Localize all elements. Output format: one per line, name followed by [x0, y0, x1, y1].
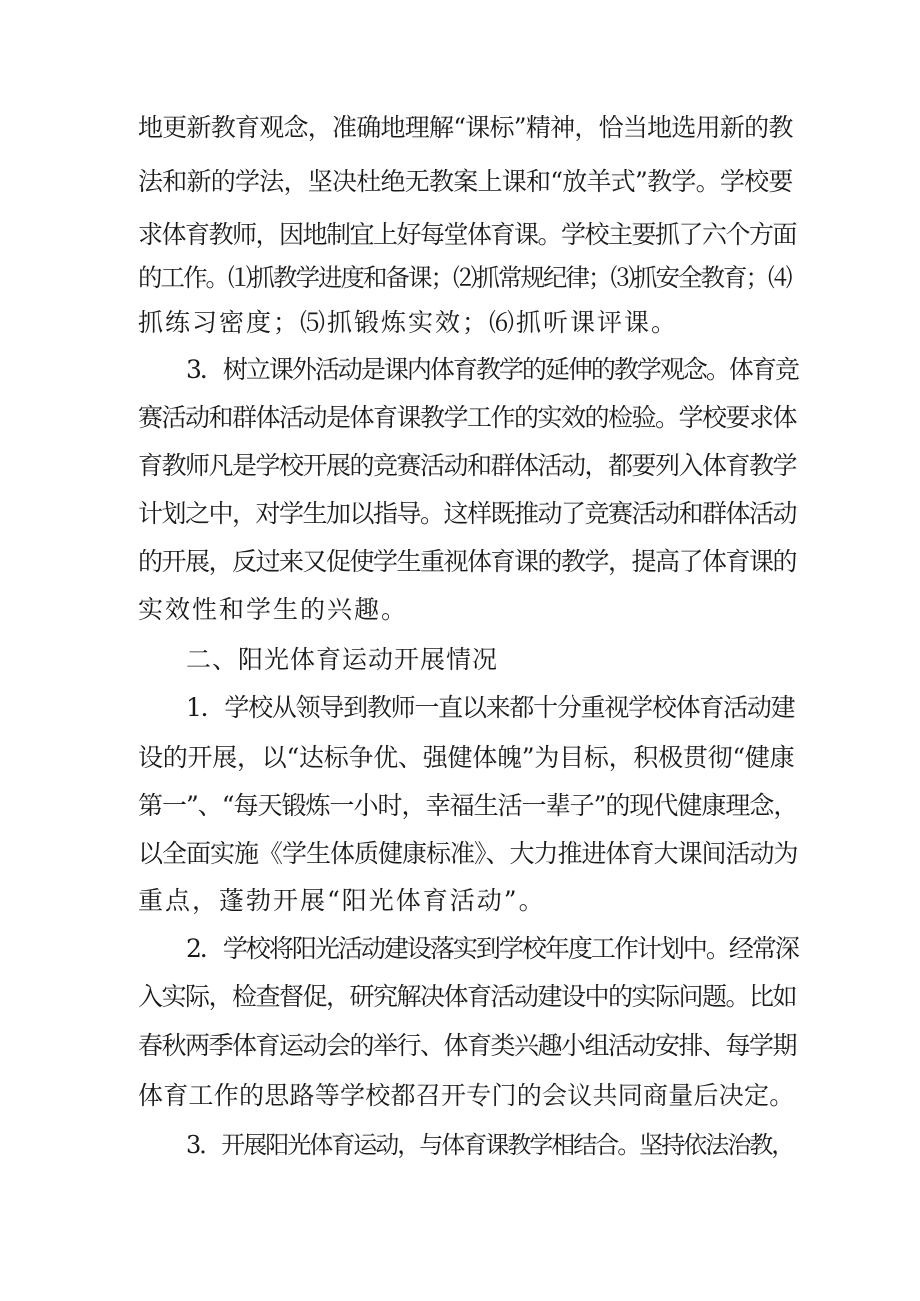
text-line: 的工作。⑴抓教学进度和备课；⑵抓常规纪律；⑶抓安全教育；⑷ [138, 263, 791, 292]
text-line: 以全面实施《学生体质健康标准》、大力推进体育大课间活动为 [138, 839, 798, 868]
paragraph-first-line: 2．学校将阳光活动建设落实到学校年度工作计划中。经常深 [186, 934, 798, 963]
text-line: 求体育教师，因地制宜上好每堂体育课。学校主要抓了六个方面 [138, 220, 797, 249]
paragraph-first-line: 3．开展阳光体育运动，与体育课教学相结合。坚持依法治教， [186, 1131, 794, 1159]
text-line: 育教师凡是学校开展的竞赛活动和群体活动，都要列入体育教学 [138, 451, 797, 480]
text-line: 法和新的学法，坚决杜绝无教案上课和“放羊式”教学。学校要 [138, 167, 793, 196]
section-heading: 二、阳光体育运动开展情况 [186, 645, 499, 674]
text-line: 赛活动和群体活动是体育课教学工作的实效的检验。学校要求体 [138, 403, 797, 432]
text-line: 设的开展，以“达标争优、强健体魄”为目标，积极贯彻“健康 [138, 743, 795, 772]
text-line: 计划之中，对学生加以指导。这样既推动了竞赛活动和群体活动 [138, 499, 797, 528]
text-line: 的开展，反过来又促使学生重视体育课的教学，提高了体育课的 [138, 547, 797, 576]
paragraph-first-line: 1．学校从领导到教师一直以来都十分重视学校体育活动建 [186, 693, 795, 722]
paragraph-first-line: 3．树立课外活动是课内体育教学的延伸的教学观念。体育竞 [186, 355, 798, 384]
text-line: 抓练习密度；⑸抓锻炼实效；⑹抓听课评课。 [138, 308, 679, 337]
text-line: 入实际，检查督促，研究解决体育活动建设中的实际问题。比如 [138, 982, 797, 1011]
text-line: 实效性和学生的兴趣。 [138, 595, 409, 624]
text-line: 第一”、“每天锻炼一小时，幸福生活一辈子”的现代健康理念， [138, 791, 798, 820]
text-line: 重点，蓬勃开展“阳光体育活动”。 [138, 886, 546, 915]
text-line: 春秋两季体育运动会的举行、体育类兴趣小组活动安排、每学期 [138, 1031, 797, 1060]
text-line: 体育工作的思路等学校都召开专门的会议共同商量后决定。 [138, 1081, 795, 1110]
text-line: 地更新教育观念，准确地理解“课标”精神，恰当地选用新的教 [138, 113, 793, 142]
